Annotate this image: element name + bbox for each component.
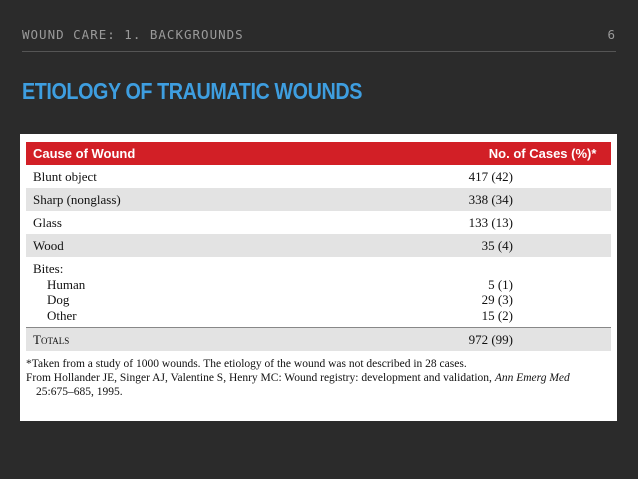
table-row [26,211,611,234]
totals-label: Totals [26,328,139,352]
footnote-journal: Ann Emerg Med [494,372,570,384]
cause-cell: Wood [33,238,64,253]
table-row-totals [26,328,611,352]
slide-title: ETIOLOGY OF TRAUMATIC WOUNDS [22,78,362,104]
table-row [26,234,611,257]
page-number: 6 [607,27,616,42]
table-row-bites [26,257,611,328]
bite-type: Human [47,276,86,292]
table-header-row [26,142,611,165]
totals-cases: 972 (99) [139,328,611,352]
bite-cases: 5 (1) [488,276,513,292]
cases-cell: 133 (13) [468,215,513,230]
footnote-note: *Taken from a study of 1000 wounds. The etiology of the wound was not described in 28 cases. [26,358,467,370]
footnote-citation: 25:675–685, 1995. [36,386,123,398]
cause-cell: Sharp (nonglass) [33,192,121,207]
cases-cell: 338 (34) [468,192,513,207]
column-header-cases: No. of Cases (%)* [488,146,597,161]
cases-cell: 417 (42) [468,169,513,184]
bite-type: Dog [47,292,70,307]
table-row [26,165,611,188]
footnote-source: From Hollander JE, Singer AJ, Valentine S, Henry MC: Wound registry: development and validation, [26,372,492,384]
table-image [20,134,617,421]
bite-cases: 29 (3) [481,292,513,307]
header-divider [22,51,616,52]
bite-cases: 15 (2) [481,307,513,323]
column-header-cause: Cause of Wound [33,146,136,161]
cases-cell: 35 (4) [481,238,513,253]
bites-label: Bites: [33,261,64,276]
table-row [26,188,611,211]
slide-header [22,27,616,42]
bite-type: Other [47,307,77,323]
cause-cell: Glass [33,215,62,230]
table-footnote [26,357,617,399]
cause-cell: Blunt object [33,169,97,184]
section-title: WOUND CARE: 1. BACKGROUNDS [22,27,244,42]
wound-etiology-table [26,142,611,351]
